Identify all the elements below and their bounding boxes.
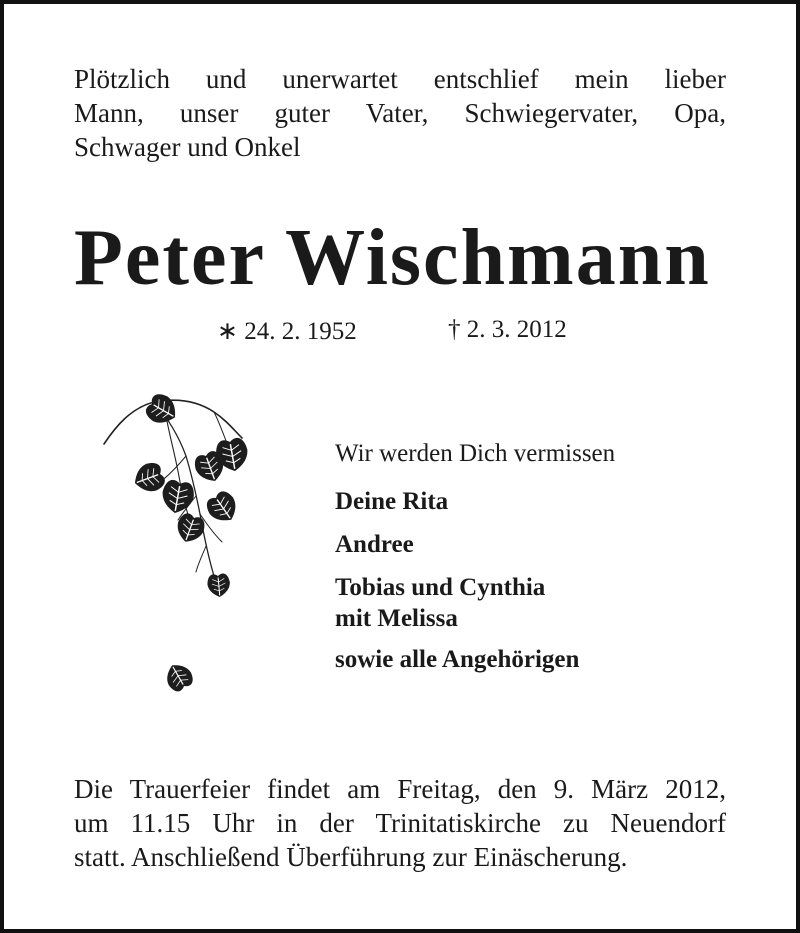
mourner-tobias-line2: mit Melissa — [335, 605, 458, 632]
intro-text — [74, 62, 726, 164]
intro-line: Mann, unser guter Vater, Schwiegervater, Opa, — [74, 98, 726, 128]
service-line: statt. Anschließend Überführung zur Einäscherung. — [74, 842, 628, 872]
farewell-line: Wir werden Dich vermissen — [335, 440, 616, 467]
mourner-rita: Deine Rita — [335, 488, 449, 515]
life-dates — [4, 316, 800, 350]
deceased-name: Peter Wischmann — [74, 214, 711, 302]
service-line: Die Trauerfeier findet am Freitag, den 9. März 2012, — [74, 774, 726, 804]
service-info — [74, 772, 726, 874]
mourner-andree: Andree — [335, 531, 414, 558]
service-line: um 11.15 Uhr in der Trinitatiskirche zu Neuendorf — [74, 808, 726, 838]
mourner-tobias — [335, 572, 755, 634]
intro-line: Plötzlich und unerwartet entschlief mein lieber — [74, 64, 726, 94]
intro-line: Schwager und Onkel — [74, 132, 301, 162]
birth-date: ∗ 24. 2. 1952 — [217, 318, 357, 345]
family-section — [335, 438, 755, 687]
mourner-others: sowie alle Angehörigen — [335, 646, 580, 673]
mourner-tobias-line1: Tobias und Cynthia — [335, 574, 546, 601]
birch-branch-illustration — [96, 386, 266, 731]
death-date: † 2. 3. 2012 — [448, 316, 567, 343]
